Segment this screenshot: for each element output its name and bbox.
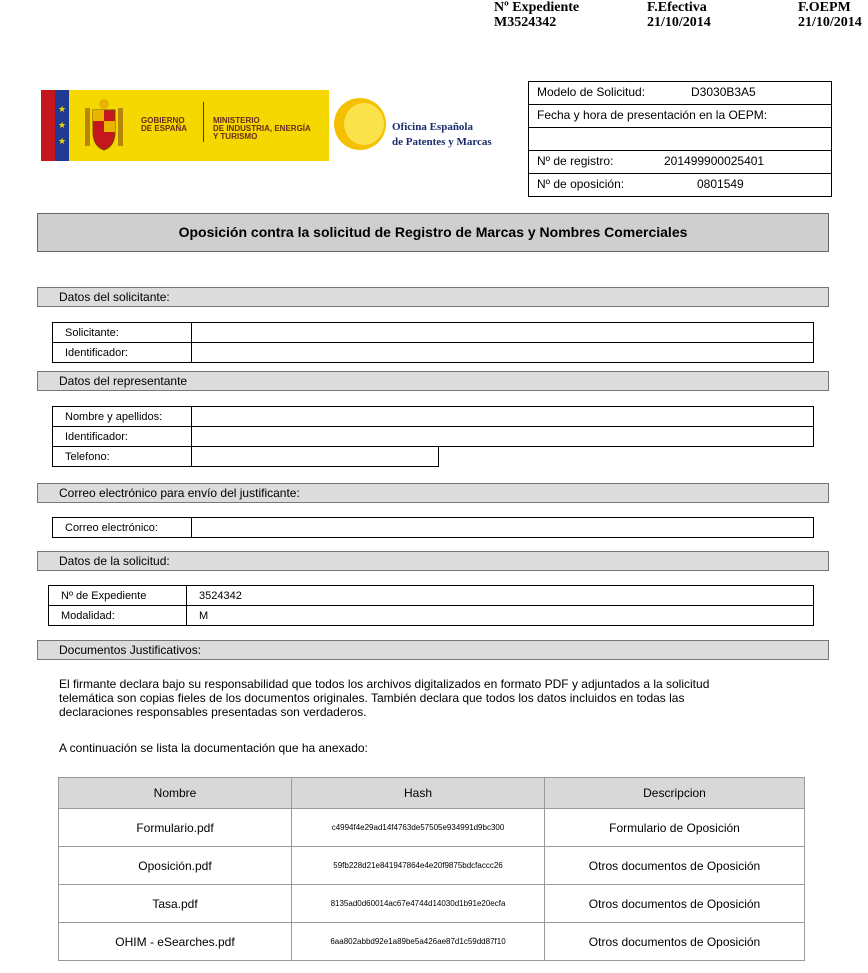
doc-descripcion: Otros documentos de Oposición bbox=[545, 885, 805, 923]
section-documentos bbox=[37, 640, 829, 660]
doc-descripcion: Otros documentos de Oposición bbox=[545, 923, 805, 961]
correo-table bbox=[52, 517, 814, 538]
table-row bbox=[59, 885, 805, 923]
documents-table bbox=[58, 777, 805, 961]
star-icon: ★ bbox=[58, 120, 67, 130]
doc-nombre: Oposición.pdf bbox=[59, 847, 292, 885]
solicitante-label: Solicitante: bbox=[53, 323, 192, 343]
stamp-oepm-value: 21/10/2014 bbox=[798, 15, 862, 30]
section-correo-title: Correo electrónico para envío del justificante: bbox=[59, 486, 300, 500]
logo-divider bbox=[203, 102, 204, 142]
table-row bbox=[53, 427, 814, 447]
stamp-efectiva-label: F.Efectiva bbox=[647, 0, 707, 15]
doc-nombre: OHIM - eSearches.pdf bbox=[59, 923, 292, 961]
section-solicitante bbox=[37, 287, 829, 307]
registro-value: 201499900025401 bbox=[664, 154, 765, 168]
col-header-descripcion: Descripcion bbox=[545, 778, 805, 809]
stamp-efectiva bbox=[647, 0, 711, 30]
table-row bbox=[53, 407, 814, 427]
col-header-nombre: Nombre bbox=[59, 778, 292, 809]
table-row bbox=[59, 809, 805, 847]
gobierno-text: GOBIERNO DE ESPAÑA bbox=[141, 116, 188, 133]
table-row bbox=[49, 586, 814, 606]
list-intro-text: A continuación se lista la documentación que ha anexado: bbox=[59, 741, 368, 755]
oepm-emblem-icon bbox=[334, 98, 386, 150]
oposicion-row bbox=[529, 174, 831, 196]
table-row bbox=[59, 847, 805, 885]
table-row bbox=[49, 606, 814, 626]
stamp-expediente-value: M3524342 bbox=[494, 15, 557, 30]
expediente-label: Nº de Expediente bbox=[49, 586, 187, 606]
application-info-box bbox=[528, 81, 832, 197]
modalidad-value: M bbox=[187, 606, 814, 626]
representante-table bbox=[52, 406, 814, 447]
doc-descripcion: Otros documentos de Oposición bbox=[545, 847, 805, 885]
section-representante-title: Datos del representante bbox=[59, 374, 188, 388]
solicitante-table bbox=[52, 322, 814, 363]
modelo-label: Modelo de Solicitud: bbox=[537, 85, 646, 99]
stamp-expediente bbox=[494, 0, 579, 30]
table-header-row bbox=[59, 778, 805, 809]
correo-value bbox=[192, 518, 814, 538]
section-documentos-title: Documentos Justificativos: bbox=[59, 643, 202, 657]
stamp-efectiva-value: 21/10/2014 bbox=[647, 15, 711, 30]
flag-red-stripe bbox=[41, 90, 55, 161]
modelo-row bbox=[529, 82, 831, 105]
solicitud-table bbox=[48, 585, 814, 626]
eu-flag-stripe bbox=[55, 90, 69, 161]
oposicion-label: Nº de oposición: bbox=[537, 177, 625, 191]
doc-descripcion: Formulario de Oposición bbox=[545, 809, 805, 847]
gobierno-logo bbox=[41, 90, 329, 161]
table-row bbox=[53, 447, 439, 467]
telefono-label: Telefono: bbox=[53, 447, 192, 467]
star-icon: ★ bbox=[58, 104, 67, 114]
table-row bbox=[53, 323, 814, 343]
nombre-value bbox=[192, 407, 814, 427]
declaration-text: El firmante declara bajo su responsabilidad que todos los archivos digitalizados en formato PDF y adjuntados a la solicitud telemática son copias fieles de los documentos originales. También declara que todos los datos incluidos en todas las declaraciones responsables presentadas son verdaderos. bbox=[59, 677, 710, 719]
section-solicitud-title: Datos de la solicitud: bbox=[59, 554, 170, 568]
correo-label: Correo electrónico: bbox=[53, 518, 192, 538]
doc-hash: 6aa802abbd92e1a89be5a426ae87d1c59dd87f10 bbox=[292, 923, 545, 961]
fecha-row bbox=[529, 105, 831, 128]
telefono-value bbox=[192, 447, 439, 467]
modalidad-label: Modalidad: bbox=[49, 606, 187, 626]
table-row bbox=[59, 923, 805, 961]
telefono-table bbox=[52, 446, 439, 467]
fecha-value-row bbox=[529, 128, 831, 151]
fecha-label: Fecha y hora de presentación en la OEPM: bbox=[537, 108, 768, 122]
stamp-oepm bbox=[798, 0, 862, 30]
table-row bbox=[53, 518, 814, 538]
modelo-value: D3030B3A5 bbox=[691, 85, 756, 99]
page-title: Oposición contra la solicitud de Registro de Marcas y Nombres Comerciales bbox=[37, 213, 829, 252]
col-header-hash: Hash bbox=[292, 778, 545, 809]
nombre-label: Nombre y apellidos: bbox=[53, 407, 192, 427]
stamp-oepm-label: F.OEPM bbox=[798, 0, 851, 15]
oepm-logo bbox=[330, 90, 504, 161]
identificador-value bbox=[192, 343, 814, 363]
section-representante bbox=[37, 371, 829, 391]
registro-row bbox=[529, 151, 831, 174]
rep-identificador-value bbox=[192, 427, 814, 447]
stamp-expediente-label: Nº Expediente bbox=[494, 0, 580, 15]
registro-label: Nº de registro: bbox=[537, 154, 614, 168]
oepm-name: Oficina Española de Patentes y Marcas bbox=[392, 121, 492, 148]
solicitante-value bbox=[192, 323, 814, 343]
doc-nombre: Formulario.pdf bbox=[59, 809, 292, 847]
table-row bbox=[53, 343, 814, 363]
doc-hash: 59fb228d21e841947864e4e20f9875bdcfaccc26 bbox=[292, 847, 545, 885]
doc-hash: 8135ad0d60014ac67e4744d14030d1b91e20ecfa bbox=[292, 885, 545, 923]
section-solicitante-title: Datos del solicitante: bbox=[59, 290, 170, 304]
rep-identificador-label: Identificador: bbox=[53, 427, 192, 447]
doc-hash: c4994f4e29ad14f4763de57505e934991d9bc300 bbox=[292, 809, 545, 847]
coat-of-arms-icon bbox=[79, 98, 129, 154]
doc-nombre: Tasa.pdf bbox=[59, 885, 292, 923]
star-icon: ★ bbox=[58, 136, 67, 146]
oposicion-value: 0801549 bbox=[697, 177, 744, 191]
section-solicitud bbox=[37, 551, 829, 571]
section-correo bbox=[37, 483, 829, 503]
identificador-label: Identificador: bbox=[53, 343, 192, 363]
expediente-value: 3524342 bbox=[187, 586, 814, 606]
ministerio-text: MINISTERIO DE INDUSTRIA, ENERGÍA Y TURISMO bbox=[213, 116, 311, 141]
